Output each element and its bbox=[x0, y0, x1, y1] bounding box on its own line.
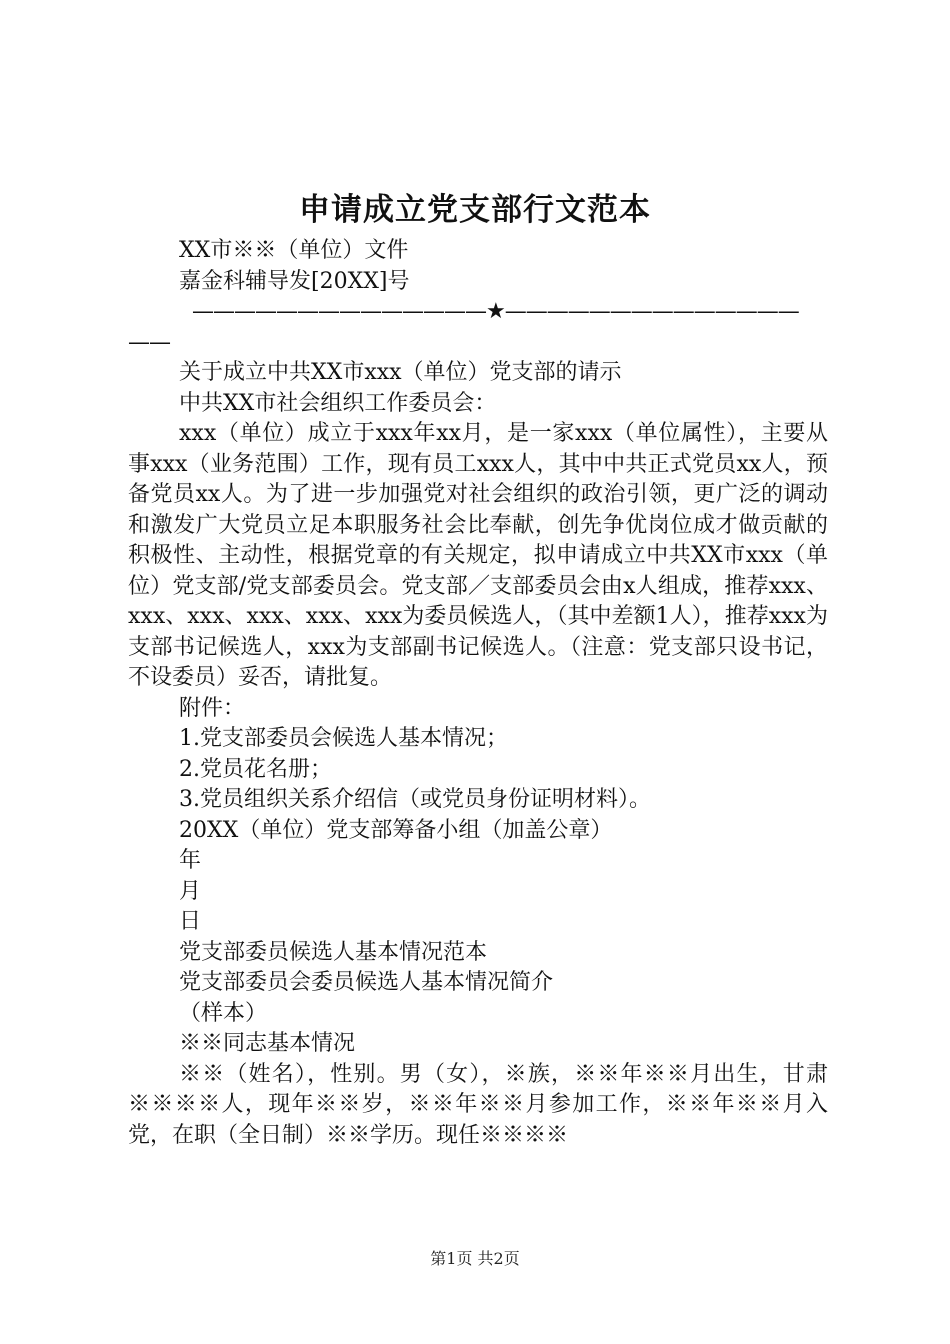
star-divider-continuation: —— bbox=[128, 329, 170, 355]
star-divider: ——————————————★—————————————— bbox=[192, 299, 799, 324]
page-footer: 第1页 共2页 bbox=[430, 1249, 520, 1268]
date-day: 日 bbox=[179, 909, 202, 934]
comrade-heading: ※※同志基本情况 bbox=[179, 1031, 356, 1056]
document-body bbox=[128, 236, 828, 1151]
date-year: 年 bbox=[179, 848, 202, 873]
signature-line: 20XX（单位）党支部筹备小组（加盖公章） bbox=[179, 817, 613, 843]
sample-label: （样本） bbox=[179, 1000, 268, 1026]
header-line-issuer: XX市※※（单位）文件 bbox=[179, 238, 409, 263]
header-line-doc-number: 嘉金科辅导发[20XX]号 bbox=[179, 268, 410, 294]
attachment-item: 3.党员组织关系介绍信（或党员身份证明材料）。 bbox=[179, 787, 651, 812]
request-subject: 关于成立中共XX市xxx（单位）党支部的请示 bbox=[179, 360, 622, 385]
attachments-label: 附件： bbox=[179, 695, 246, 721]
section-title: 党支部委员候选人基本情况范本 bbox=[179, 939, 488, 965]
main-paragraph: xxx（单位）成立于xxx年xx月，是一家xxx（单位属性），主要从事xxx（业务范围）工作，现有员工xxx人，其中中共正式党员xx人，预备党员xx人。为了进一步加强党对社会组织的政治引领，更广泛的调动和激发广大党员立足本职服务社会比奉献，创先争优岗位成才做贡献的积极性、主动性，根据党章的有关规定，拟申请成立中共XX市xxx（单位）党支部/党支部委员会。党支部／支部委员会由x人组成，推荐xxx、xxx、xxx、xxx、xxx、xxx为委员候选人，（其中差额1人），推荐xxx为支部书记候选人，xxx为支部副书记候选人。（注意：党支部只设书记，不设委员）妥否，请批复。 bbox=[128, 421, 828, 690]
comrade-paragraph: ※※（姓名），性别。男（女），※族，※※年※※月出生，甘肃※※※※人，现年※※岁，※※年※※月参加工作，※※年※※月入党，在职（全日制）※※学历。现任※※※※ bbox=[128, 1061, 828, 1148]
date-month: 月 bbox=[179, 878, 202, 904]
document-title: 申请成立党支部行文范本 bbox=[299, 192, 651, 228]
section-subtitle: 党支部委员会委员候选人基本情况简介 bbox=[179, 970, 554, 995]
attachment-item: 2.党员花名册； bbox=[179, 756, 332, 782]
attachment-item: 1.党支部委员会候选人基本情况； bbox=[179, 726, 508, 751]
addressee: 中共XX市社会组织工作委员会： bbox=[179, 390, 497, 416]
